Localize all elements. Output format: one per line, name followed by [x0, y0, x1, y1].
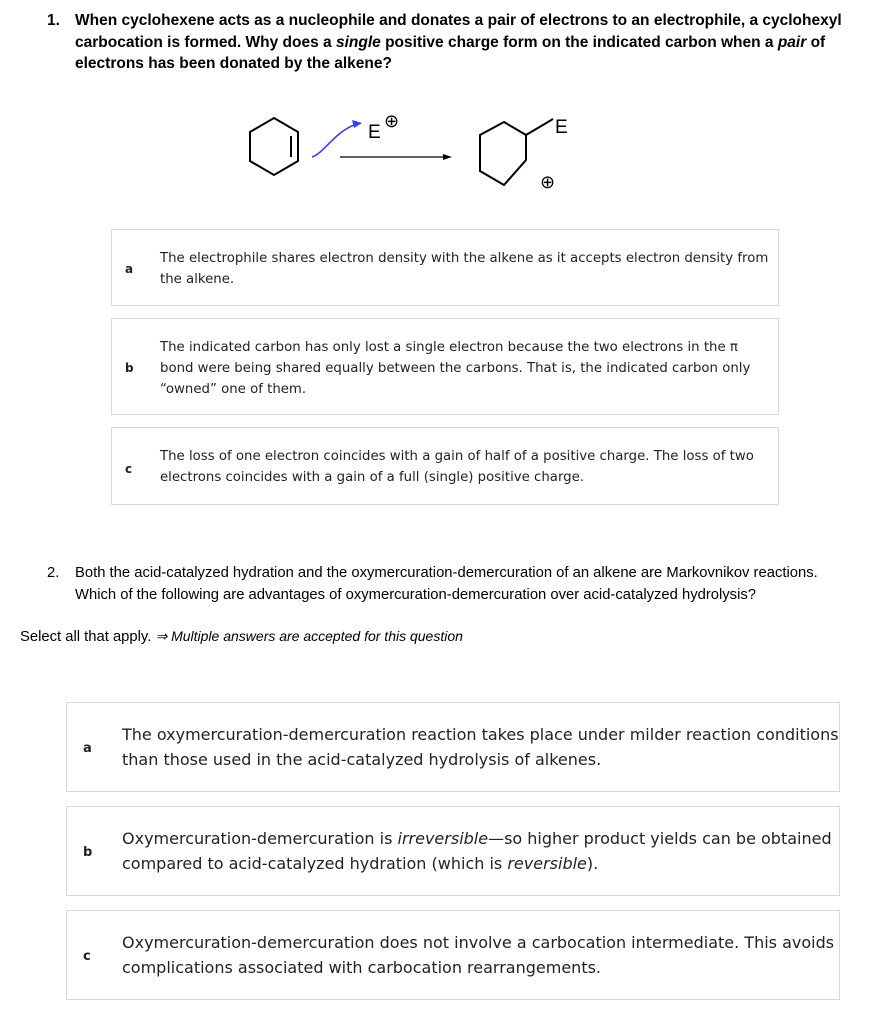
select-all-label: Select all that apply.	[20, 629, 152, 645]
question-1-number: 1.	[47, 12, 60, 29]
electrophile-label: E	[368, 122, 381, 143]
option-text: The indicated carbon has only lost a single electron because the two electrons in the π bond were being shared equally between the carbons. That is, the indicated carbon only “owned” one of them.	[160, 340, 751, 397]
question-2-number: 2.	[47, 565, 60, 581]
q2-option-b[interactable]	[66, 806, 840, 896]
product-electrophile-label: E	[555, 117, 568, 138]
option-text: Oxymercuration-demercuration is irreversible—so higher product yields can be obtained compared to acid-catalyzed hydration (which is reversible).	[122, 829, 832, 873]
question-2-text: Both the acid-catalyzed hydration and the oxymercuration-demercuration of an alkene are Markovnikov reactions. Which of the following are advantages of oxymercuration-demercuration over acid-catalyzed hydrolysis?	[75, 565, 818, 603]
q2-option-c[interactable]	[66, 910, 840, 1000]
option-letter: a	[125, 262, 134, 276]
reaction-diagram	[240, 105, 580, 200]
option-text: The oxymercuration-demercuration reaction takes place under milder reaction conditions than those used in the acid-catalyzed hydrolysis of alkenes.	[122, 725, 839, 769]
q2-option-a[interactable]	[66, 702, 840, 792]
q1-option-a[interactable]	[111, 229, 779, 306]
option-letter: b	[125, 361, 134, 375]
option-text: The electrophile shares electron density with the alkene as it accepts electron density from the alkene.	[160, 251, 769, 287]
option-letter: a	[83, 741, 92, 756]
carbocation-charge-icon: ⊕	[540, 172, 556, 193]
option-letter: b	[83, 845, 93, 860]
electrophile-charge-icon: ⊕	[384, 111, 400, 132]
question-1-text: When cyclohexene acts as a nucleophile and donates a pair of electrons to an electrophile, a cyclohexyl carbocation is formed. Why does a single positive charge form on the indicated carbon when a pair of electrons has been donated by the alkene?	[75, 12, 842, 72]
option-text: The loss of one electron coincides with a gain of half of a positive charge. The loss of two electrons coincides with a gain of a full (single) positive charge.	[160, 449, 754, 485]
multiple-answers-hint: ⇒ Multiple answers are accepted for this question	[155, 628, 463, 644]
electron-flow-arrow	[312, 120, 362, 157]
q1-option-c[interactable]	[111, 427, 779, 505]
option-letter: c	[125, 462, 133, 476]
option-text: Oxymercuration-demercuration does not involve a carbocation intermediate. This avoids complications associated with carbocation rearrangements.	[122, 933, 835, 977]
q1-option-b[interactable]	[111, 318, 779, 415]
option-letter: c	[83, 949, 91, 964]
reaction-arrow	[340, 154, 452, 160]
select-all-instruction	[20, 628, 463, 645]
cyclohexene-structure	[250, 118, 298, 175]
